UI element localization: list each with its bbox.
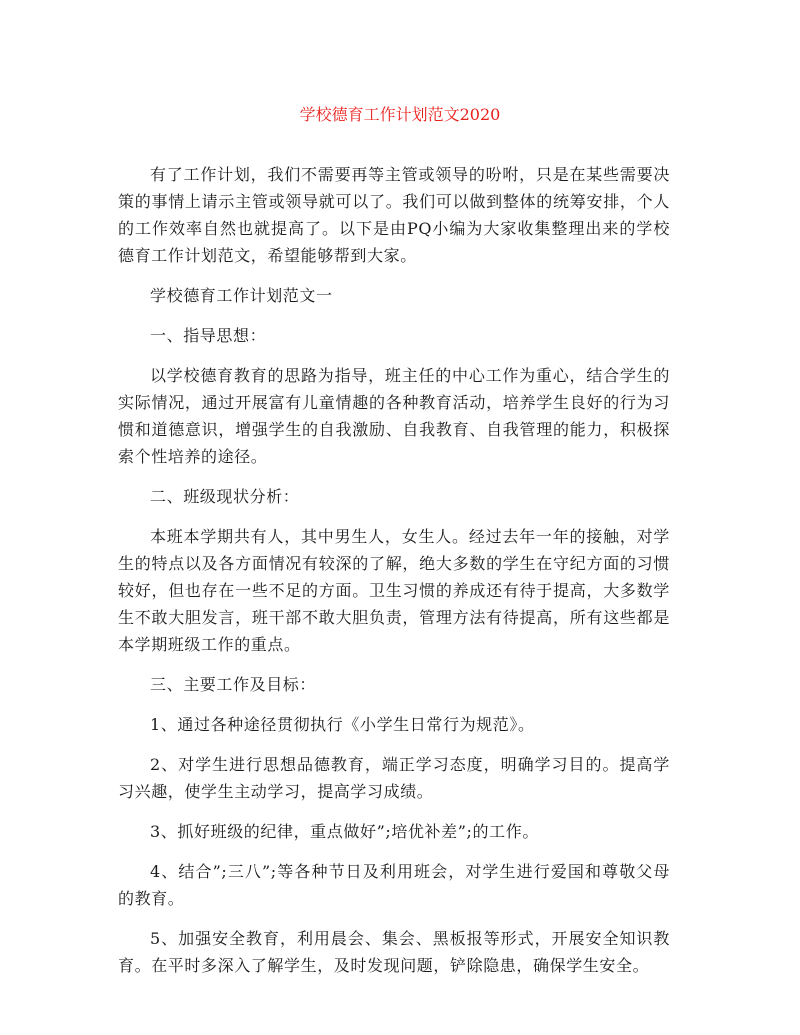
list-item-4: 4、结合”;三八”;等各种节日及利用班会，对学生进行爱国和尊敬父母的教育。 [118, 862, 670, 908]
intro-paragraph: 有了工作计划，我们不需要再等主管或领导的吩咐，只是在某些需要决策的事情上请示主管或领导就可以了。我们可以做到整体的统筹安排，个人的工作效率自然也就提高了。以下是由PQ小编为大家收集整理出来的学校德育工作计划范文，希望能够帮到大家。 [118, 165, 670, 265]
paragraph-class-analysis: 本班本学期共有人，其中男生人，女生人。经过去年一年的接触，对学生的特点以及各方面情况有较深的了解，绝大多数的学生在守纪方面的习惯较好，但也存在一些不足的方面。卫生习惯的养成还有待于提高，大多数学生不敢大胆发言，班干部不敢大胆负责，管理方法有待提高，所有这些都是本学期班级工作的重点。 [118, 527, 670, 654]
heading-main-work-goals: 三、主要工作及目标： [150, 675, 317, 694]
paragraph-guiding-thought: 以学校德育教育的思路为指导，班主任的中心工作为重心，结合学生的实际情况，通过开展富有儿童情趣的各种教育活动，培养学生良好的行为习惯和道德意识，增强学生的自我激励、自我教育、自我管理的能力，积极探索个性培养的途径。 [118, 366, 670, 466]
document-body [118, 161, 670, 992]
list-item-3: 3、抓好班级的纪律，重点做好”;培优补差”;的工作。 [150, 822, 539, 841]
list-item-1: 1、通过各种途径贯彻执行《小学生日常行为规范》。 [150, 715, 535, 734]
list-item-5: 5、加强安全教育，利用晨会、集会、黑板报等形式，开展安全知识教育。在平时多深入了解学生，及时发现问题，铲除隐患，确保学生安全。 [118, 929, 670, 975]
heading-class-analysis: 二、班级现状分析： [150, 487, 300, 506]
document-title: 学校德育工作计划范文2020 [299, 105, 501, 124]
heading-guiding-thought: 一、指导思想： [150, 326, 267, 345]
section-heading-sample-one: 学校德育工作计划范文一 [150, 286, 333, 305]
list-item-2: 2、对学生进行思想品德教育，端正学习态度，明确学习目的。提高学习兴趣，使学生主动学习，提高学习成绩。 [118, 755, 670, 801]
